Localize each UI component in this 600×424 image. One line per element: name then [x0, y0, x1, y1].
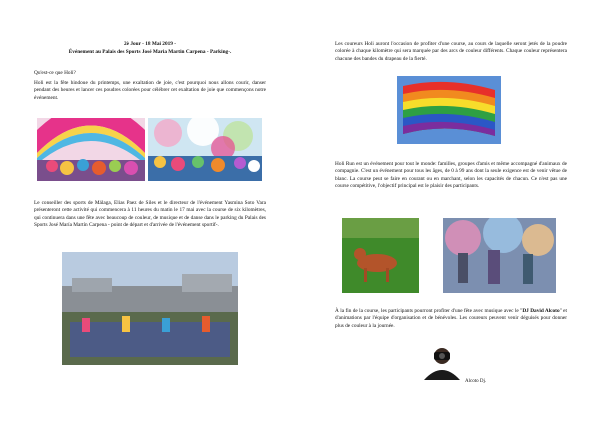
intro-paragraph: Holi est la fête hindoue du printemps, une exaltation de joie, c'est pourquoi nous allons courir, danser pendant des heures et lancer ces poudres colorées pour célébrer cet exaltation de joie que commençons notre événement. [34, 80, 266, 101]
dog-photo [342, 218, 419, 293]
party-text-start: À la fin de la course, les participants pourront profiter d'une fête avec musique avec le " [335, 308, 523, 314]
dj-name: DJ David Alcoto [522, 308, 560, 314]
holi-powder-photo [148, 118, 262, 181]
holi-run-paragraph: Holi Run est un événement pour tout le monde: familles, groupes d'amis et même accompagné d'animaux de compagnie. C'est un événement pour tous les âges, de 0 à 99 ans dont la seule exigence est de venir vêtue de blanc. La course peut se faire en courant ou en marchant, selon les capacités de chacun. Ce n'est pas une course compétitive, l'objectif principal est le plaisir des participants. [335, 161, 567, 190]
date-heading: 2è Jour - 18 Mai 2019 - [124, 41, 176, 47]
dj-photo [422, 340, 462, 380]
councillor-paragraph: Le conseiller des sports de Málaga, Elias Paez de Siles et le directeur de l'événement Yasmina Soto Vara présenteront cette activité qui commencera à 11 heures du matin le 17 mai avec la course de six kilomètres, qui continuera dans une fête avec beaucoup de couleur, de musique et de danse dans le parking du Palais des Sports José María Martín Carpena - point de départ et d'arrivée de l'événement sportif-. [34, 200, 266, 229]
stadium-event-photo [62, 252, 238, 365]
holi-crowd-photo [37, 118, 145, 181]
event-heading: Événement au Palais des Sports José Maria Martin Carpena - Parking-. [68, 49, 232, 55]
question-heading: Qu'est-ce que Holi? [34, 70, 76, 76]
party-paragraph [335, 308, 567, 330]
runners-powder-photo [443, 218, 556, 293]
colors-paragraph: Les coureurs Holi auront l'occasion de profiter d'une course, au cours de laquelle seront jetés de la poudre colorée à chaque kilomètre qui sera marquée par des arcs de couleur différents. Chaque couleur représentera chacune des bandes du drapeau de la fierté. [335, 41, 567, 62]
party-text-end: " et d'animations par l'équipe d'organisation et de bénévoles. Les coureurs peuvent venir déguisés pour donner plus de couleur à la journée. [335, 308, 568, 329]
pride-flag-photo [397, 76, 501, 144]
dj-caption: Alcoto Dj. [465, 379, 487, 384]
